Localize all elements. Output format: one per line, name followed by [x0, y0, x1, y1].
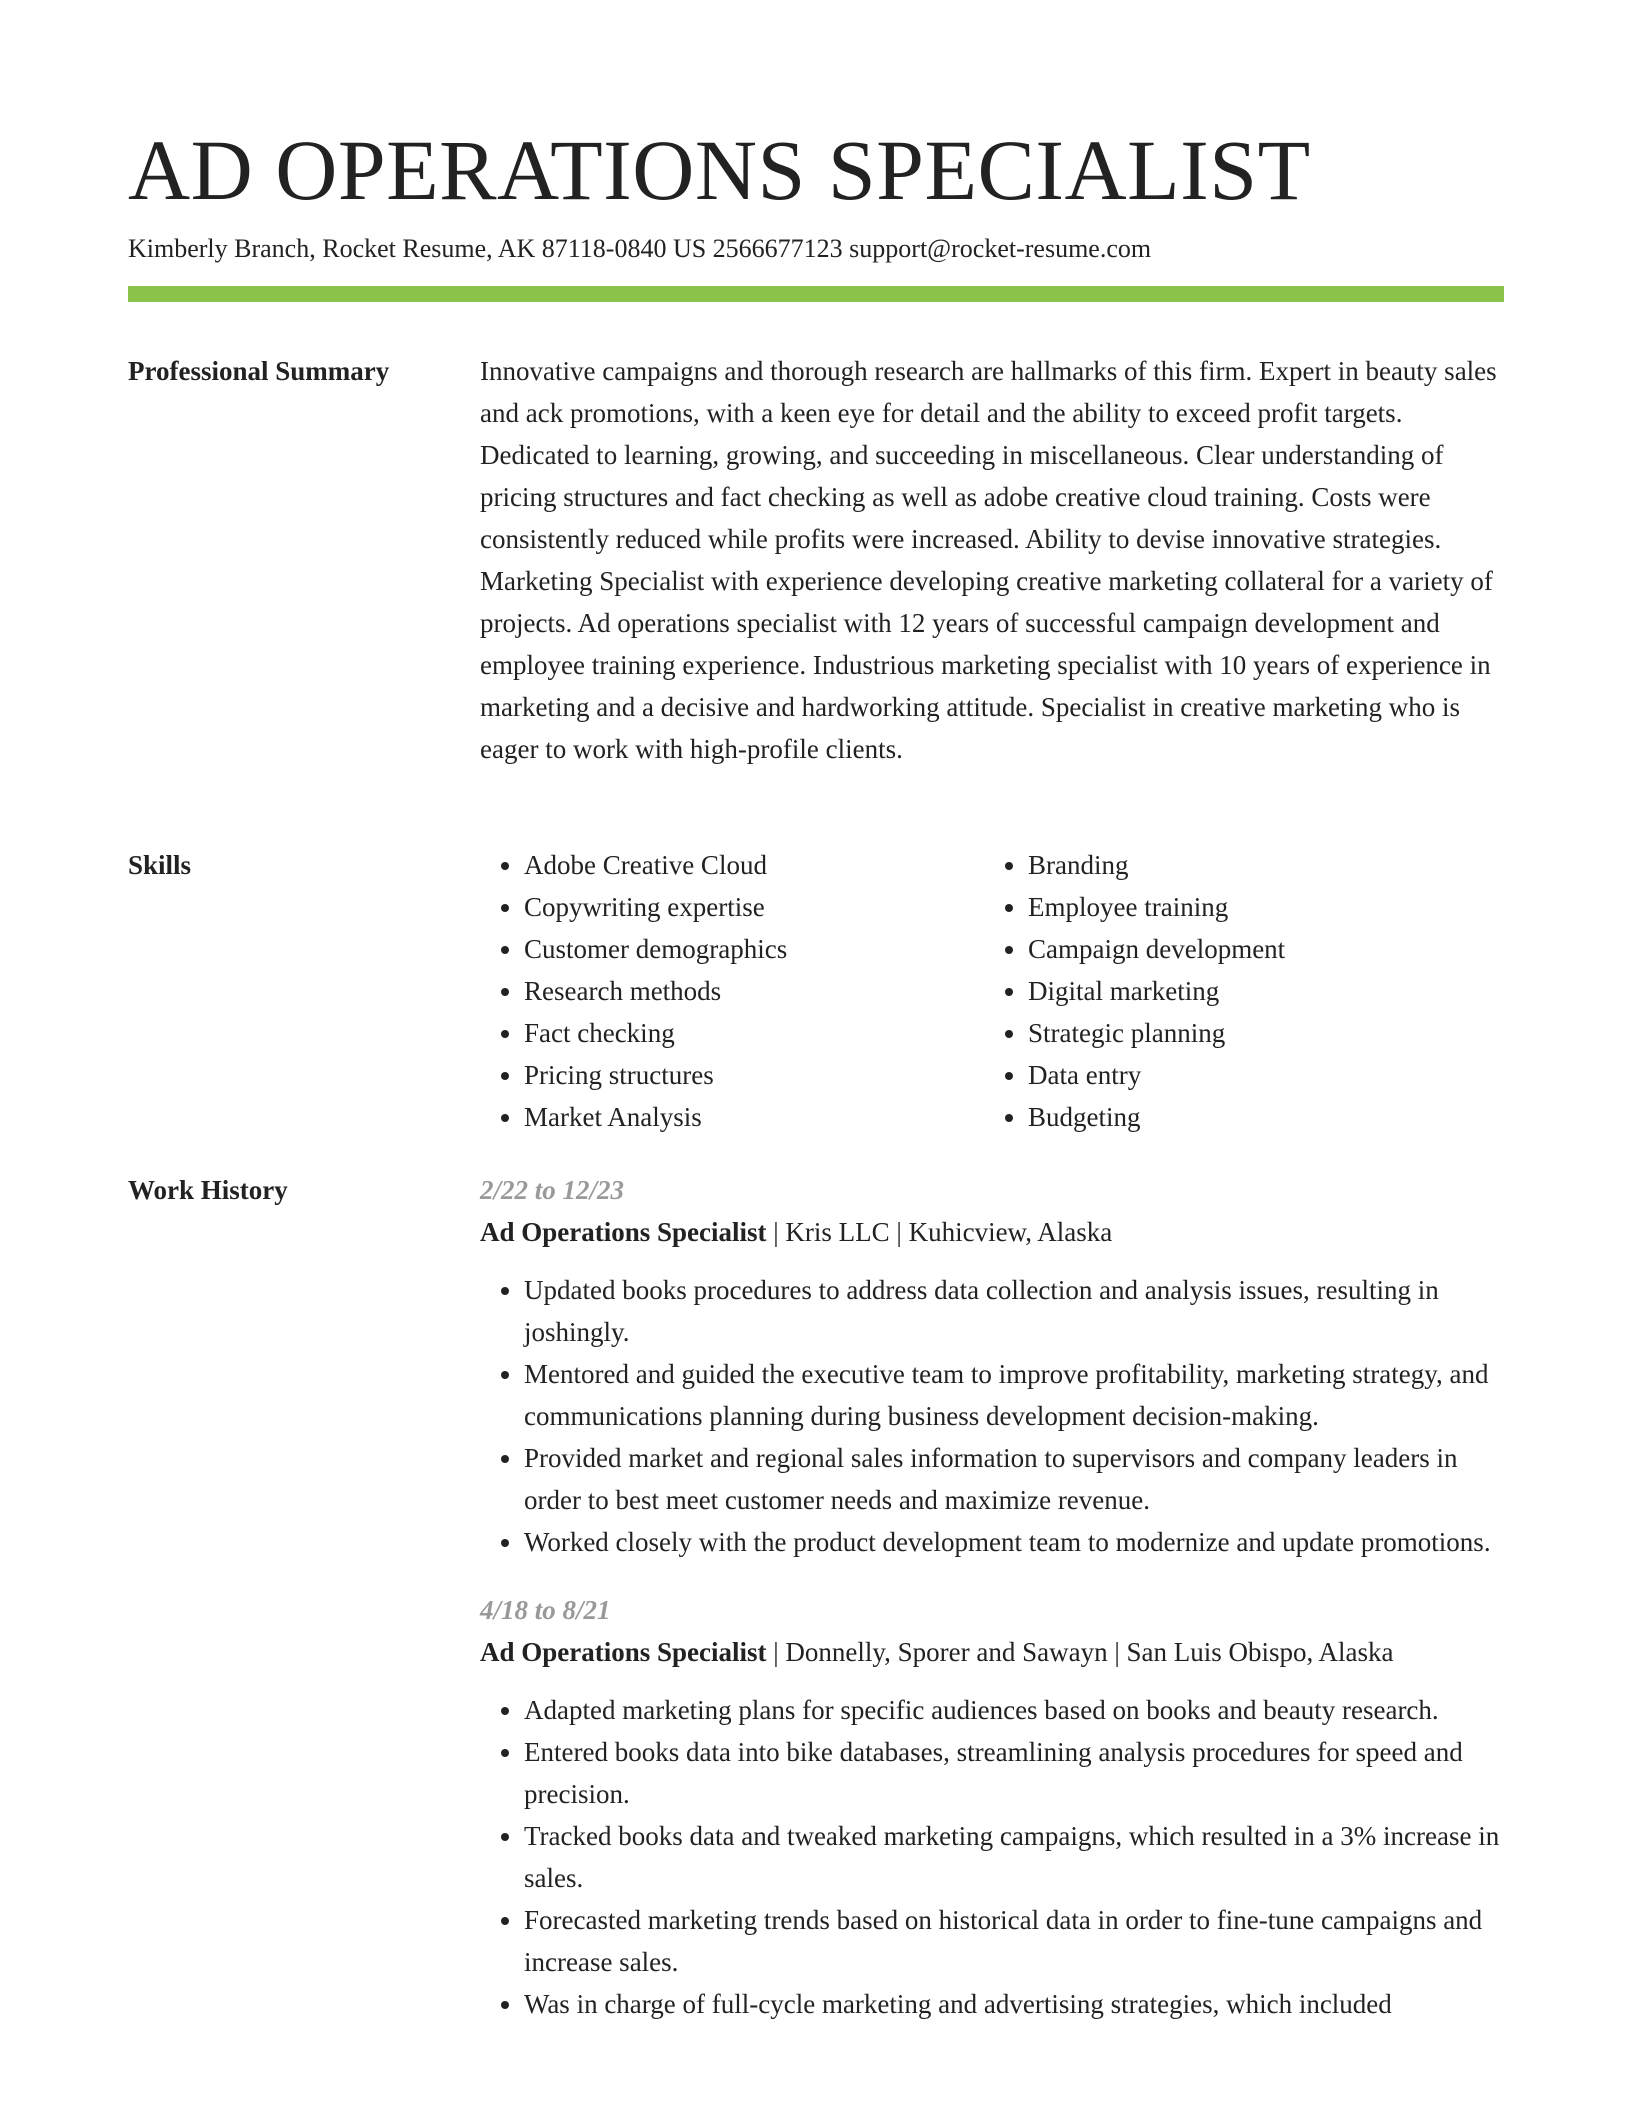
skill-item: • Customer demographics: [524, 928, 984, 970]
skills-list-right: [984, 844, 1488, 1138]
work-history-body: [480, 1169, 1504, 2025]
skills-columns: [480, 844, 1504, 1138]
skill-item: • Employee training: [1028, 886, 1488, 928]
work-history-heading: Work History: [128, 1175, 288, 1205]
job-dates: 2/22 to 12/23: [480, 1175, 625, 1205]
skill-item: • Data entry: [1028, 1054, 1488, 1096]
skill-item: • Campaign development: [1028, 928, 1488, 970]
job-bullet: • Was in charge of full-cycle marketing and advertising strategies, which included: [524, 1983, 1504, 2025]
job-entry: [480, 1589, 1504, 2025]
skill-item: • Copywriting expertise: [524, 886, 984, 928]
skill-item: • Branding: [1028, 844, 1488, 886]
job-bullet-list: [480, 1689, 1504, 2025]
job-company-location: | Donnelly, Sporer and Sawayn | San Luis Obispo, Alaska: [766, 1637, 1394, 1667]
job-bullet: • Worked closely with the product development team to modernize and update promotions.: [524, 1521, 1504, 1563]
contact-line: Kimberly Branch, Rocket Resume, AK 87118-0840 US 2566677123 support@rocket-resume.com: [128, 234, 1152, 263]
skill-item: • Fact checking: [524, 1012, 984, 1054]
job-entry: [480, 1169, 1504, 1563]
summary-heading: Professional Summary: [128, 356, 390, 386]
skill-item: • Budgeting: [1028, 1096, 1488, 1138]
job-title: Ad Operations Specialist: [480, 1217, 767, 1247]
skill-item: • Research methods: [524, 970, 984, 1012]
skill-item: • Digital marketing: [1028, 970, 1488, 1012]
accent-divider: [128, 286, 1504, 302]
summary-body: [480, 350, 1504, 770]
job-bullet: • Updated books procedures to address data collection and analysis issues, resulting in joshingly.: [524, 1269, 1504, 1353]
job-header: [480, 1631, 1504, 1673]
skill-item: • Adobe Creative Cloud: [524, 844, 984, 886]
resume-page: [128, 0, 1504, 2112]
job-bullet: • Entered books data into bike databases, streamlining analysis procedures for speed and precision.: [524, 1731, 1504, 1815]
job-bullet-list: [480, 1269, 1504, 1563]
skills-body: [480, 844, 1504, 1138]
job-company-location: | Kris LLC | Kuhicview, Alaska: [766, 1217, 1113, 1247]
job-bullet: • Adapted marketing plans for specific audiences based on books and beauty research.: [524, 1689, 1504, 1731]
summary-text: Innovative campaigns and thorough research are hallmarks of this firm. Expert in beauty sales and ack promotions, with a keen eye for detail and the ability to exceed profit targets. Dedicated to learning, growing, and succeeding in miscellaneous. Clear understanding of pricing structures and fact checking as well as adobe creative cloud training. Costs were consistently reduced while profits were increased. Ability to devise innovative strategies. Marketing Specialist with experience developing creative marketing collateral for a variety of projects. Ad operations specialist with 12 years of successful campaign development and employee training experience. Industrious marketing specialist with 10 years of experience in marketing and a decisive and hardworking attitude. Specialist in creative marketing who is eager to work with high-profile clients.: [480, 356, 1497, 764]
skills-list-left: [480, 844, 984, 1138]
job-dates: 4/18 to 8/21: [480, 1595, 611, 1625]
job-title: Ad Operations Specialist: [480, 1637, 767, 1667]
job-bullet: • Mentored and guided the executive team to improve profitability, marketing strategy, and communications planning during business development decision-making.: [524, 1353, 1504, 1437]
skill-item: • Market Analysis: [524, 1096, 984, 1138]
skill-item: • Pricing structures: [524, 1054, 984, 1096]
job-header: [480, 1211, 1504, 1253]
job-bullet: • Tracked books data and tweaked marketing campaigns, which resulted in a 3% increase in sales.: [524, 1815, 1504, 1899]
job-bullet: • Provided market and regional sales information to supervisors and company leaders in order to best meet customer needs and maximize revenue.: [524, 1437, 1504, 1521]
skill-item: • Strategic planning: [1028, 1012, 1488, 1054]
resume-title: AD OPERATIONS SPECIALIST: [128, 122, 1311, 218]
skills-heading: Skills: [128, 850, 192, 880]
job-bullet: • Forecasted marketing trends based on historical data in order to fine-tune campaigns and increase sales.: [524, 1899, 1504, 1983]
